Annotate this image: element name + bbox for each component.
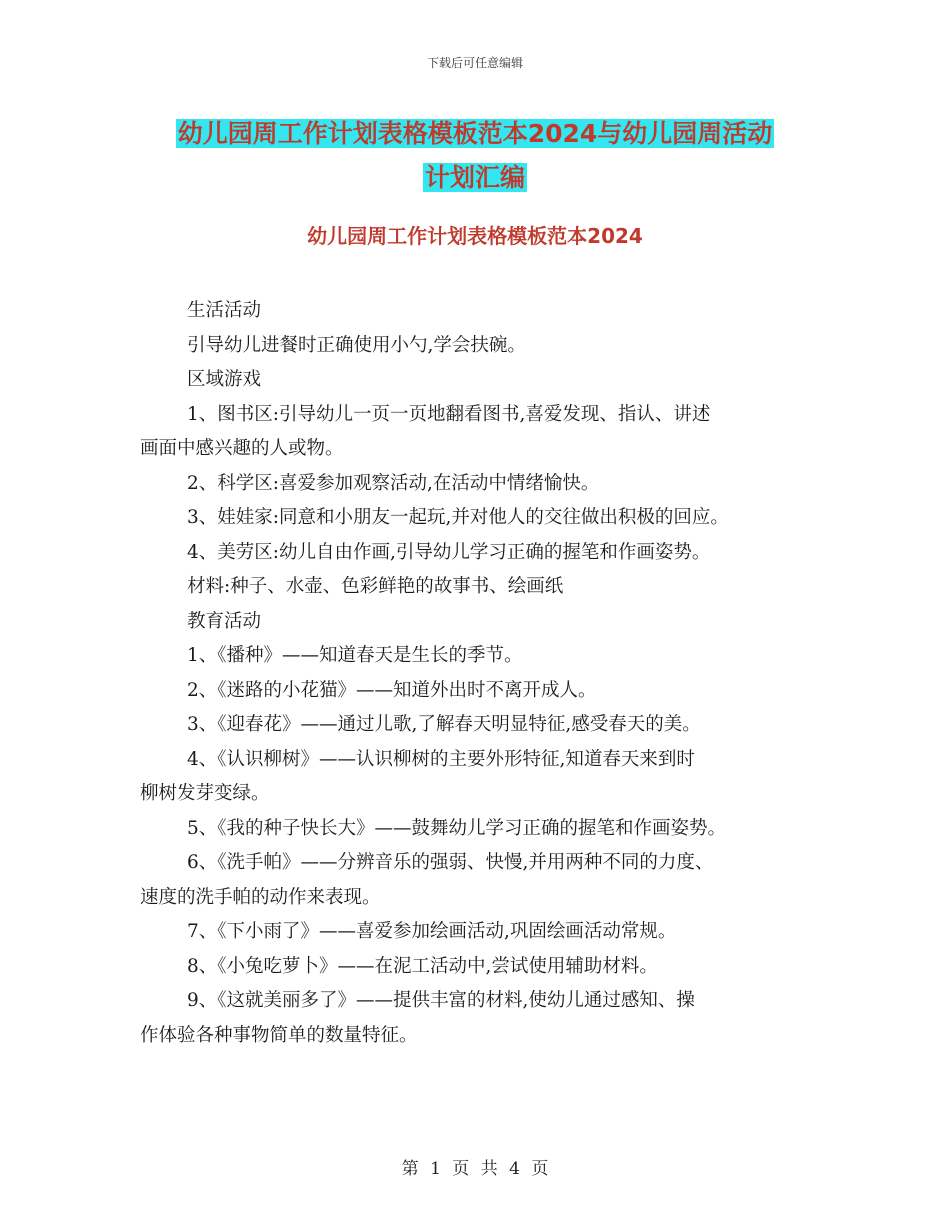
paragraph-line: 3、《迎春花》——通过儿歌,了解春天明显特征,感受春天的美。 [187,714,701,735]
paragraph-line: 教育活动 [187,610,262,632]
paragraph-line: 画面中感兴趣的人或物。 [140,438,344,459]
paragraph-line: 4、《认识柳树》——认识柳树的主要外形特征,知道春天来到时 [187,748,695,770]
paragraph-line: 8、《小兔吃萝卜》——在泥工活动中,尝试使用辅助材料。 [187,955,658,977]
paragraph-line: 引导幼儿进餐时正确使用小勺,学会扶碗。 [187,334,526,356]
paragraph-line: 生活活动 [187,300,262,321]
title-line-1: 幼儿园周工作计划表格模板范本2024与幼儿园周活动 [177,119,773,148]
document-title [0,112,950,200]
paragraph-line: 柳树发芽变绿。 [140,783,270,804]
paragraph-line: 3、娃娃家:同意和小朋友一起玩,并对他人的交往做出积极的回应。 [187,507,729,528]
body-text [140,294,820,1053]
paragraph-line: 速度的洗手帕的动作来表现。 [140,886,381,908]
paragraph-line: 5、《我的种子快长大》——鼓舞幼儿学习正确的握笔和作画姿势。 [187,817,727,839]
paragraph-line: 6、《洗手帕》——分辨音乐的强弱、快慢,并用两种不同的力度、 [187,852,714,873]
header-note: 下载后可任意编辑 [426,56,523,70]
paragraph-line: 作体验各种事物简单的数量特征。 [140,1024,418,1046]
title-line-2: 计划汇编 [424,163,525,192]
paragraph-line: 9、《这就美丽多了》——提供丰富的材料,使幼儿通过感知、操 [187,990,695,1011]
section-title: 幼儿园周工作计划表格模板范本2024 [307,224,643,248]
paragraph-line: 区域游戏 [187,369,262,390]
paragraph-line: 1、《播种》——知道春天是生长的季节。 [187,645,523,666]
page-footer: 第 1 页 共 4 页 [401,1159,549,1179]
paragraph-line: 材料:种子、水壶、色彩鲜艳的故事书、绘画纸 [187,576,564,597]
paragraph-line: 7、《下小雨了》——喜爱参加绘画活动,巩固绘画活动常规。 [187,921,677,942]
paragraph-line: 2、《迷路的小花猫》——知道外出时不离开成人。 [187,679,597,701]
paragraph-line: 2、科学区:喜爱参加观察活动,在活动中情绪愉快。 [187,472,600,494]
paragraph-line: 4、美劳区:幼儿自由作画,引导幼儿学习正确的握笔和作画姿势。 [187,541,711,563]
paragraph-line: 1、图书区:引导幼儿一页一页地翻看图书,喜爱发现、指认、讲述 [187,403,711,425]
